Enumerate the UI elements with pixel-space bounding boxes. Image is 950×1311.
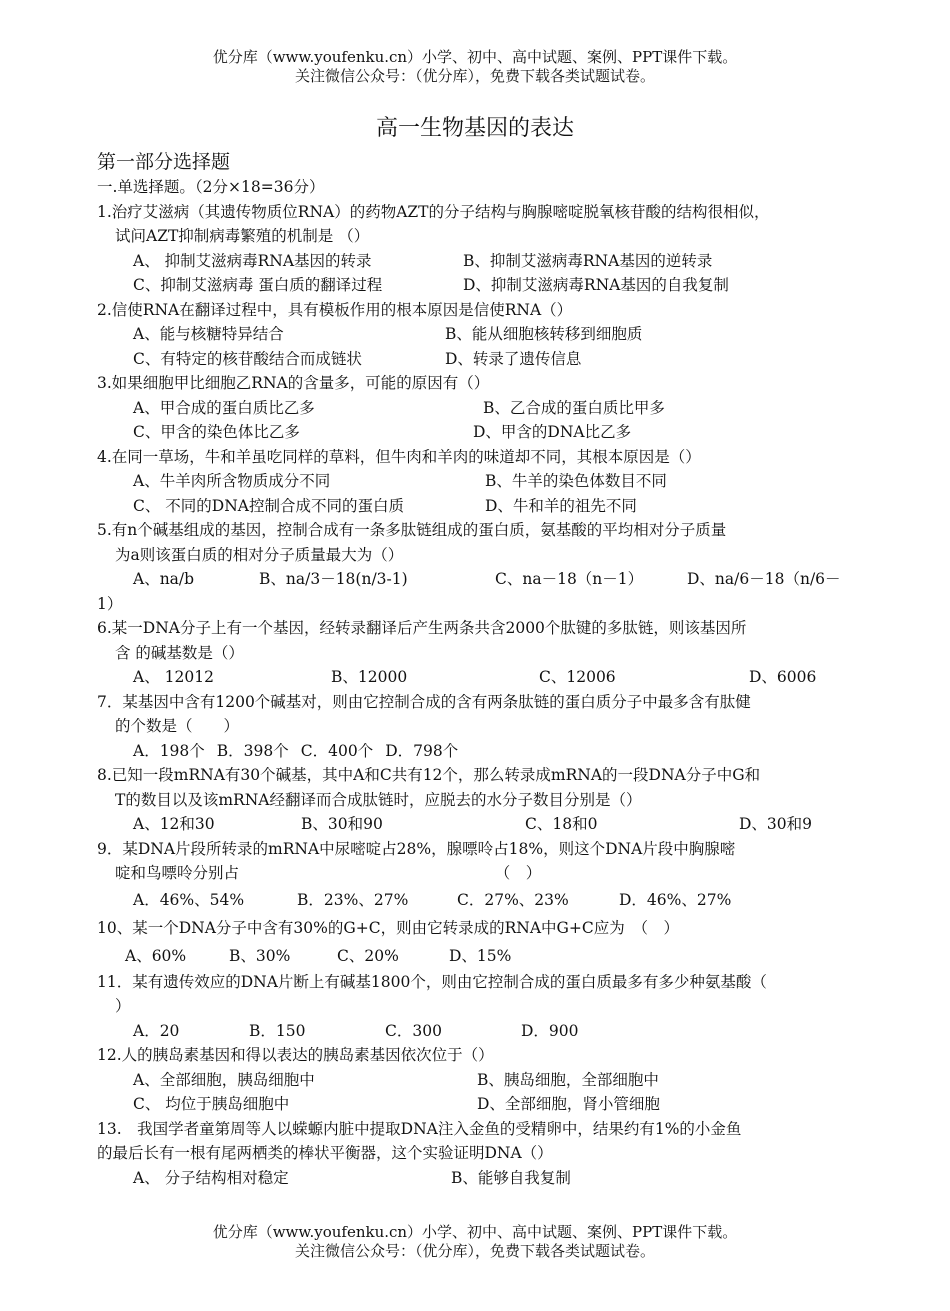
option-d: D、na/6－18（n/6－ bbox=[687, 570, 841, 588]
option-d: D、抑制艾滋病毒RNA基因的自我复制 bbox=[463, 276, 729, 294]
option-a: A．198个 bbox=[133, 741, 205, 760]
option-b: B、30和90 bbox=[301, 815, 383, 833]
option-d: D、15% bbox=[449, 946, 512, 965]
question-1 bbox=[97, 200, 865, 298]
option-d: D、转录了遗传信息 bbox=[445, 349, 582, 368]
option-a: A．46%、54% bbox=[133, 890, 245, 909]
page-header bbox=[0, 48, 950, 86]
section-title: 第一部分选择题 bbox=[97, 151, 231, 173]
question-13 bbox=[97, 1117, 865, 1191]
question-9 bbox=[97, 837, 865, 914]
question-text: 4.在同一草场，牛和羊虽吃同样的草料，但牛肉和羊肉的味道却不同，其根本原因是（） bbox=[97, 447, 701, 466]
options-row bbox=[97, 567, 865, 592]
option-a: A、60% bbox=[125, 946, 187, 965]
option-a: A、 分子结构相对稳定 bbox=[133, 1168, 289, 1187]
option-b: B、能够自我复制 bbox=[451, 1168, 571, 1187]
option-a: A、12和30 bbox=[133, 815, 215, 833]
option-d: D、30和9 bbox=[739, 815, 813, 833]
question-10 bbox=[97, 914, 865, 970]
question-2 bbox=[97, 298, 865, 372]
option-a: A、na/b bbox=[133, 570, 195, 588]
option-d: D、甲含的DNA比乙多 bbox=[473, 423, 632, 441]
question-text: 8.已知一段mRNA有30个碱基，其中A和C共有12个，那么转录成mRNA的一段DNA分子中G和 bbox=[97, 766, 761, 784]
question-text: 10、某一个DNA分子中含有30%的G+C，则由它转录成的RNA中G+C应为 （ ） bbox=[97, 918, 679, 937]
question-3 bbox=[97, 371, 865, 445]
options-row bbox=[97, 494, 865, 519]
option-a: A．20 bbox=[133, 1021, 180, 1040]
options-row bbox=[97, 249, 865, 274]
question-6 bbox=[97, 616, 865, 690]
options-row bbox=[97, 1092, 865, 1117]
question-content bbox=[97, 149, 865, 1190]
header-line-2: 关注微信公众号：（优分库），免费下载各类试题试卷。 bbox=[294, 67, 655, 85]
option-b: B、牛羊的染色体数目不同 bbox=[485, 472, 667, 490]
options-row bbox=[97, 1068, 865, 1093]
option-c: C、12006 bbox=[539, 668, 616, 686]
option-b: B、na/3－18(n/3-1) bbox=[259, 570, 408, 588]
option-a: A、甲合成的蛋白质比乙多 bbox=[133, 398, 315, 417]
option-a: A、 12012 bbox=[133, 668, 214, 686]
options-row bbox=[97, 469, 865, 494]
option-c: C、抑制艾滋病毒 蛋白质的翻译过程 bbox=[133, 276, 383, 294]
question-text: T的数目以及该mRNA经翻译而合成肽链时，应脱去的水分子数目分别是（） bbox=[115, 790, 642, 809]
options-row bbox=[97, 347, 865, 372]
option-c: C、20% bbox=[337, 946, 399, 965]
question-text: 的最后长有一根有尾两栖类的棒状平衡器，这个实验证明DNA（） bbox=[97, 1144, 553, 1162]
option-d: D、6006 bbox=[749, 668, 817, 686]
option-c: C、 不同的DNA控制合成不同的蛋白质 bbox=[133, 496, 404, 515]
option-a: A、 抑制艾滋病毒RNA基因的转录 bbox=[133, 251, 372, 270]
option-b: B、抑制艾滋病毒RNA基因的逆转录 bbox=[463, 251, 713, 270]
question-text: 5.有n个碱基组成的基因，控制合成有一条多肽链组成的蛋白质，氨基酸的平均相对分子质量 bbox=[97, 521, 727, 539]
option-b: B．150 bbox=[249, 1021, 306, 1040]
question-text: 7．某基因中含有1200个碱基对，则由它控制合成的含有两条肽链的蛋白质分子中最多含有肽健 bbox=[97, 692, 751, 711]
options-row bbox=[97, 739, 865, 764]
question-text: 的个数是（ ） bbox=[115, 717, 240, 735]
option-b: B．398个 bbox=[216, 741, 289, 760]
question-text: 9．某DNA片段所转录的mRNA中尿嘧啶占28%，腺嘌呤占18%，则这个DNA片段中胸腺嘧 bbox=[97, 839, 736, 858]
page-footer bbox=[0, 1223, 950, 1261]
options-row bbox=[97, 396, 865, 421]
question-4 bbox=[97, 445, 865, 519]
options-row bbox=[97, 665, 865, 690]
option-b: B、12000 bbox=[331, 668, 408, 686]
document-title: 高一生物基因的表达 bbox=[375, 116, 574, 141]
question-8 bbox=[97, 763, 865, 837]
option-c: C、 均位于胰岛细胞中 bbox=[133, 1095, 290, 1113]
options-row bbox=[97, 812, 865, 837]
question-text: 为a则该蛋白质的相对分子质量最大为（） bbox=[115, 545, 404, 564]
option-c: C、na－18（n－1） bbox=[495, 570, 644, 588]
header-line-1: 优分库（www.youfenku.cn）小学、初中、高中试题、案例、PPT课件下载。 bbox=[212, 48, 738, 66]
option-c: C．27%、23% bbox=[457, 890, 569, 909]
option-d: D．46%、27% bbox=[619, 890, 732, 909]
footer-line-1: 优分库（www.youfenku.cn）小学、初中、高中试题、案例、PPT课件下载。 bbox=[212, 1223, 738, 1241]
subsection-title: 一.单选择题。（2分×18=36分） bbox=[97, 178, 325, 196]
question-text: 试问AZT抑制病毒繁殖的机制是 （） bbox=[115, 227, 370, 245]
options-row bbox=[97, 942, 865, 970]
question-text: 12.人的胰岛素基因和得以表达的胰岛素基因依次位于（） bbox=[97, 1046, 494, 1064]
question-12 bbox=[97, 1043, 865, 1117]
question-text: 6.某一DNA分子上有一个基因，经转录翻译后产生两条共含2000个肽键的多肽链，则该基因所 bbox=[97, 619, 747, 637]
option-a: A、全部细胞，胰岛细胞中 bbox=[133, 1070, 315, 1089]
question-text: 11．某有遗传效应的DNA片断上有碱基1800个，则由它控制合成的蛋白质最多有多少种氨基酸（ bbox=[97, 972, 767, 991]
option-c: C．400个 bbox=[300, 741, 374, 760]
question-text: 啶和鸟嘌呤分别占 （ ） bbox=[115, 864, 542, 882]
option-d: D．798个 bbox=[385, 741, 459, 760]
option-d: D．900 bbox=[521, 1021, 579, 1040]
options-row bbox=[97, 273, 865, 298]
options-row bbox=[97, 322, 865, 347]
option-c: C、有特定的核苷酸结合而成链状 bbox=[133, 349, 362, 368]
option-b: B．23%、27% bbox=[297, 890, 409, 909]
question-11 bbox=[97, 970, 865, 1044]
option-b: B、乙合成的蛋白质比甲多 bbox=[483, 398, 665, 417]
question-text: 1.治疗艾滋病（其遗传物质位RNA）的药物AZT的分子结构与胸腺嘧啶脱氧核苷酸的结构很相似， bbox=[97, 202, 770, 221]
option-c: C、甲含的染色体比乙多 bbox=[133, 423, 300, 441]
option-d: D、牛和羊的祖先不同 bbox=[485, 496, 637, 515]
options-row bbox=[97, 420, 865, 445]
question-text: ） bbox=[115, 997, 131, 1015]
question-7 bbox=[97, 690, 865, 764]
question-5 bbox=[97, 518, 865, 616]
question-text: 含 的碱基数是（） bbox=[115, 643, 244, 662]
question-text: 2.信使RNA在翻译过程中，具有模板作用的根本原因是信使RNA（） bbox=[97, 300, 573, 319]
question-text: 3.如果细胞甲比细胞乙RNA的含量多，可能的原因有（） bbox=[97, 374, 490, 392]
option-b: B、能从细胞核转移到细胞质 bbox=[445, 325, 643, 343]
footer-line-2: 关注微信公众号：（优分库），免费下载各类试题试卷。 bbox=[294, 1242, 655, 1260]
options-row bbox=[97, 886, 865, 914]
option-d-continued: 1） bbox=[97, 594, 123, 613]
option-b: B、30% bbox=[229, 946, 291, 965]
option-b: B、胰岛细胞，全部细胞中 bbox=[477, 1070, 659, 1089]
options-row bbox=[97, 1166, 865, 1191]
option-a: A、能与核糖特异结合 bbox=[133, 325, 284, 343]
option-c: C、18和0 bbox=[525, 815, 598, 833]
option-c: C．300 bbox=[385, 1021, 442, 1040]
option-a: A、牛羊肉所含物质成分不同 bbox=[133, 472, 331, 490]
options-row bbox=[97, 1019, 865, 1044]
option-d: D、全部细胞，肾小管细胞 bbox=[477, 1095, 660, 1113]
question-text: 13. 我国学者童第周等人以蝾螈内脏中提取DNA注入金鱼的受精卵中，结果约有1%的小金鱼 bbox=[97, 1119, 742, 1138]
